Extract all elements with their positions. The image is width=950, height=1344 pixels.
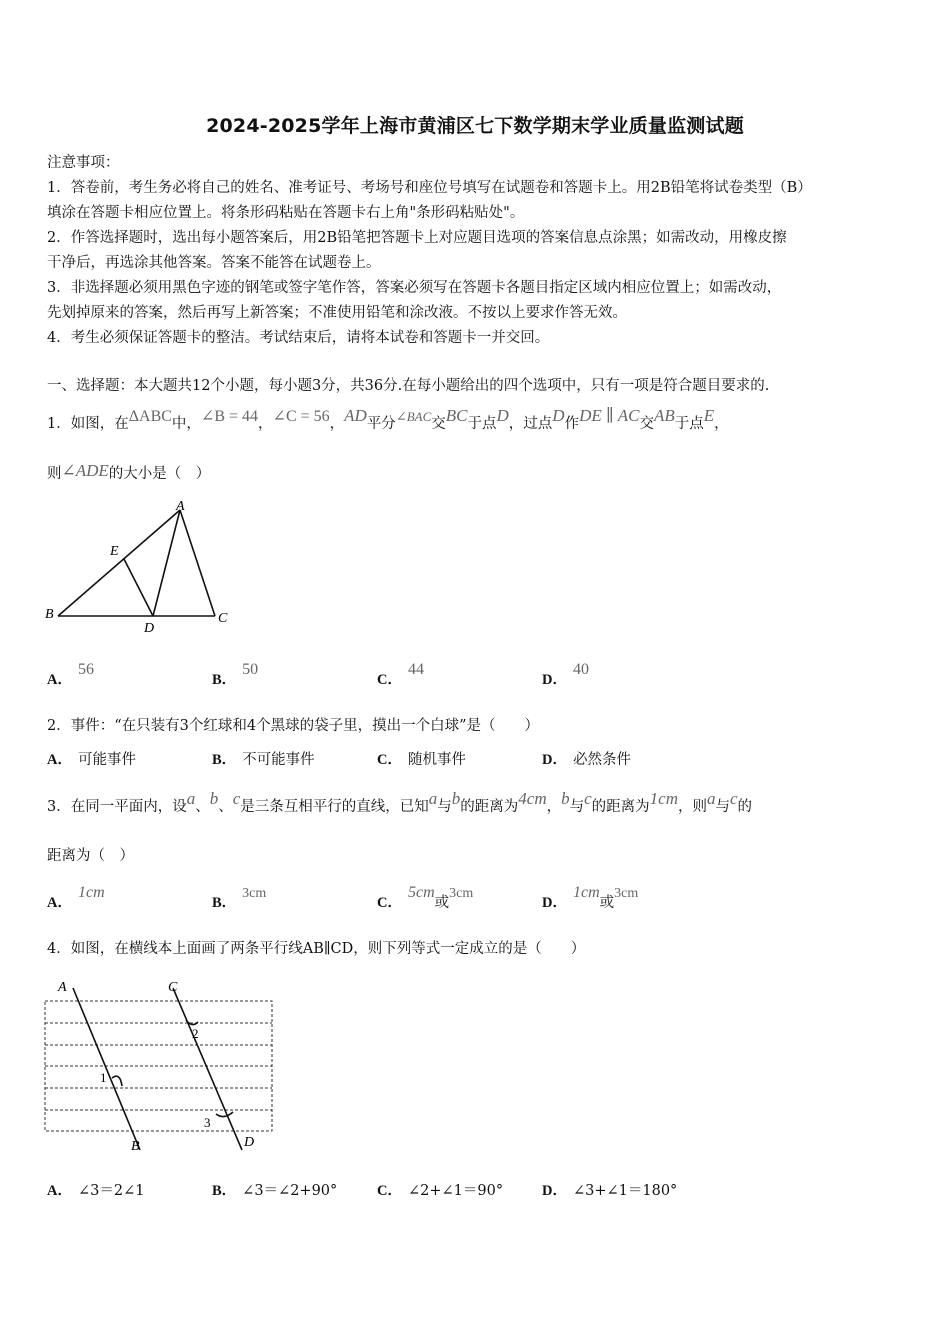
q1-math: ΔABC: [128, 408, 172, 425]
label-b: B: [45, 607, 54, 622]
q1-text: ，: [258, 416, 273, 432]
q1-text: 于点: [674, 416, 704, 432]
q1-math: AB: [654, 406, 675, 425]
section-heading: 一、选择题：本大题共12个小题，每小题3分，共36分.在每小题给出的四个选项中，只有一项是符合题目要求的.: [47, 378, 770, 394]
q3-math: 4cm: [518, 789, 547, 808]
label-c: C: [218, 611, 228, 626]
q1-text: 交: [431, 416, 446, 432]
angle-3-arc: [216, 1112, 233, 1117]
notice-line-5: 3．非选择题必须用黑色字迹的钢笔或签字笔作答，答案必须写在答题卡各题目指定区域内相应位置上；如需改动，: [47, 280, 782, 296]
option-value: 3cm: [242, 886, 267, 901]
q3-math: 1cm: [649, 789, 678, 808]
option-value: 不可能事件: [242, 752, 315, 768]
q3-text: 的距离为: [460, 799, 519, 815]
option-value: 50: [242, 661, 259, 678]
q1-text: ，过点: [508, 416, 553, 432]
q1-option-d[interactable]: [542, 661, 589, 690]
option-letter: C．: [377, 1183, 402, 1199]
option-or: 或: [599, 895, 615, 911]
triangle-figure: [40, 498, 240, 638]
q1-text: 1．如图，在: [47, 416, 129, 432]
label-d: D: [144, 621, 155, 636]
q1-text: 作: [564, 416, 580, 432]
q1-math: D: [496, 406, 509, 425]
question-2-stem: 2．事件：“在只装有3个红球和4个黑球的袋子里，摸出一个白球”是（ ）: [47, 718, 539, 734]
option-value: 3cm: [449, 886, 474, 901]
q2-option-c[interactable]: [377, 750, 466, 770]
option-value: 1cm: [572, 884, 600, 901]
option-letter: B．: [212, 1183, 237, 1199]
q1-text: 于点: [467, 416, 497, 432]
option-letter: B．: [212, 672, 237, 688]
option-value: ∠2+∠1＝90°: [407, 1183, 504, 1199]
question-3-stem-line-2: 距离为（ ）: [47, 848, 134, 864]
q3-text: 的距离为: [591, 799, 650, 815]
option-letter: C．: [377, 752, 402, 768]
q3-text: 的: [737, 799, 753, 815]
label-angle-2: 2: [192, 1026, 199, 1041]
page-title: 2024-2025学年上海市黄浦区七下数学期末学业质量监测试题: [206, 115, 744, 137]
q1-text: ，: [329, 416, 345, 432]
option-value: ∠3＝∠2+90°: [242, 1183, 338, 1199]
question-1-stem-line-2: [47, 463, 210, 484]
q4-option-b[interactable]: [212, 1181, 337, 1201]
label-b: B: [131, 1139, 140, 1154]
option-value: 可能事件: [77, 752, 136, 768]
q3-math: b: [451, 789, 461, 808]
option-value: 随机事件: [407, 752, 466, 768]
q3-math: c: [232, 789, 241, 808]
q3-text: 与: [437, 799, 452, 815]
q1-option-b[interactable]: [212, 661, 259, 690]
segment-ac: [180, 510, 215, 616]
q3-math: a: [428, 789, 438, 808]
q3-text: 、: [195, 799, 210, 815]
q1-math: ∠BAC: [395, 409, 432, 424]
label-angle-1: 1: [100, 1070, 107, 1085]
notice-line-1: 1．答卷前，考生务必将自己的姓名、准考证号、考场号和座位号填写在试题卷和答题卡上。用2B铅笔将试卷类型（B）: [47, 180, 812, 196]
q4-option-d[interactable]: [542, 1181, 677, 1201]
option-letter: A．: [47, 895, 72, 911]
option-letter: B．: [212, 752, 237, 768]
segment-de: [124, 559, 153, 616]
notice-line-3: 2．作答选择题时，选出每小题答案后，用2B铅笔把答题卡上对应题目选项的答案信息点涂黑；如需改动，用橡皮擦: [47, 230, 787, 246]
q2-option-a[interactable]: [47, 750, 136, 770]
q1-math: DE ∥ AC: [579, 406, 640, 425]
label-e: E: [110, 544, 119, 559]
option-value: 1cm: [77, 884, 105, 901]
notice-line-6: 先划掉原来的答案，然后再写上新答案；不准使用铅笔和涂改液。不按以上要求作答无效。: [47, 305, 627, 321]
q3-text: ，则: [677, 799, 707, 815]
option-letter: C．: [377, 672, 402, 688]
q1-option-c[interactable]: [377, 661, 424, 690]
q1-math: ∠B = 44: [200, 408, 259, 425]
option-letter: D．: [542, 752, 567, 768]
option-letter: B．: [212, 895, 237, 911]
question-3-stem: [47, 789, 753, 817]
q1-text: 中，: [171, 416, 201, 432]
q3-option-b[interactable]: [212, 886, 267, 914]
q4-option-a[interactable]: [47, 1181, 144, 1201]
q4-option-c[interactable]: [377, 1181, 503, 1201]
q3-math: b: [561, 789, 570, 808]
q3-option-d[interactable]: [542, 884, 639, 914]
q1-text: 则: [47, 466, 62, 482]
option-letter: A．: [47, 672, 72, 688]
q3-math: a: [186, 789, 196, 808]
q3-text: 、: [218, 799, 233, 815]
q2-option-b[interactable]: [212, 750, 315, 770]
option-letter: D．: [542, 895, 567, 911]
option-letter: C．: [377, 895, 402, 911]
q1-math: ∠ADE: [61, 461, 109, 480]
notice-line-2: 填涂在答题卡相应位置上。将条形码粘贴在答题卡右上角"条形码粘贴处"。: [47, 205, 525, 221]
q3-math: b: [209, 789, 219, 808]
label-a: A: [58, 980, 67, 995]
q3-option-c[interactable]: [377, 884, 474, 914]
notice-heading: 注意事项：: [47, 155, 120, 171]
option-value: ∠3+∠1＝180°: [572, 1183, 678, 1199]
q3-option-a[interactable]: [47, 884, 105, 913]
notice-line-4: 干净后，再选涂其他答案。答案不能答在试题卷上。: [47, 255, 381, 271]
q3-text: 与: [569, 799, 585, 815]
q3-text: 是三条互相平行的直线，已知: [240, 799, 429, 815]
q3-text: 与: [715, 799, 730, 815]
label-c: C: [168, 980, 178, 995]
notice-line-7: 4．考生必须保证答题卡的整洁。考试结束后，请将本试卷和答题卡一并交回。: [47, 330, 550, 346]
option-value: 56: [77, 661, 94, 678]
label-d: D: [244, 1135, 255, 1150]
option-value: 3cm: [614, 886, 639, 901]
q1-text: 平分: [366, 416, 396, 432]
q1-option-a[interactable]: [47, 661, 94, 690]
option-letter: D．: [542, 1183, 567, 1199]
option-value: 40: [572, 661, 589, 678]
q1-math: D: [552, 406, 565, 425]
q3-text: ，: [546, 799, 562, 815]
q1-math: ∠C = 56: [272, 408, 330, 425]
option-or: 或: [434, 895, 450, 911]
segment-ad: [153, 510, 180, 616]
option-value: 5cm: [407, 884, 435, 901]
option-value: 必然条件: [572, 752, 631, 768]
segment-ba: [58, 510, 180, 616]
label-angle-3: 3: [204, 1115, 211, 1130]
q3-text: 3．在同一平面内，设: [47, 799, 187, 815]
q3-math: c: [729, 789, 738, 808]
question-1-stem: [47, 406, 729, 434]
question-4-stem: 4．如图，在横线本上面画了两条平行线AB∥CD，则下列等式一定成立的是（ ）: [47, 941, 586, 957]
label-a: A: [176, 499, 185, 514]
q1-text: ，: [714, 416, 729, 432]
q1-math: AD: [344, 406, 367, 425]
q2-option-d[interactable]: [542, 750, 631, 770]
q3-math: a: [706, 789, 716, 808]
option-letter: A．: [47, 1183, 72, 1199]
option-letter: A．: [47, 752, 72, 768]
option-value: 44: [407, 661, 424, 678]
q1-text: 交: [639, 416, 654, 432]
option-value: ∠3＝2∠1: [77, 1183, 145, 1199]
q3-math: c: [584, 789, 592, 808]
option-letter: D．: [542, 672, 567, 688]
q1-text: 的大小是（ ）: [108, 466, 211, 482]
q1-math: BC: [445, 406, 468, 425]
line-ab: [73, 988, 140, 1150]
parallel-lines-figure: [40, 974, 280, 1154]
q1-math: E: [703, 406, 715, 425]
